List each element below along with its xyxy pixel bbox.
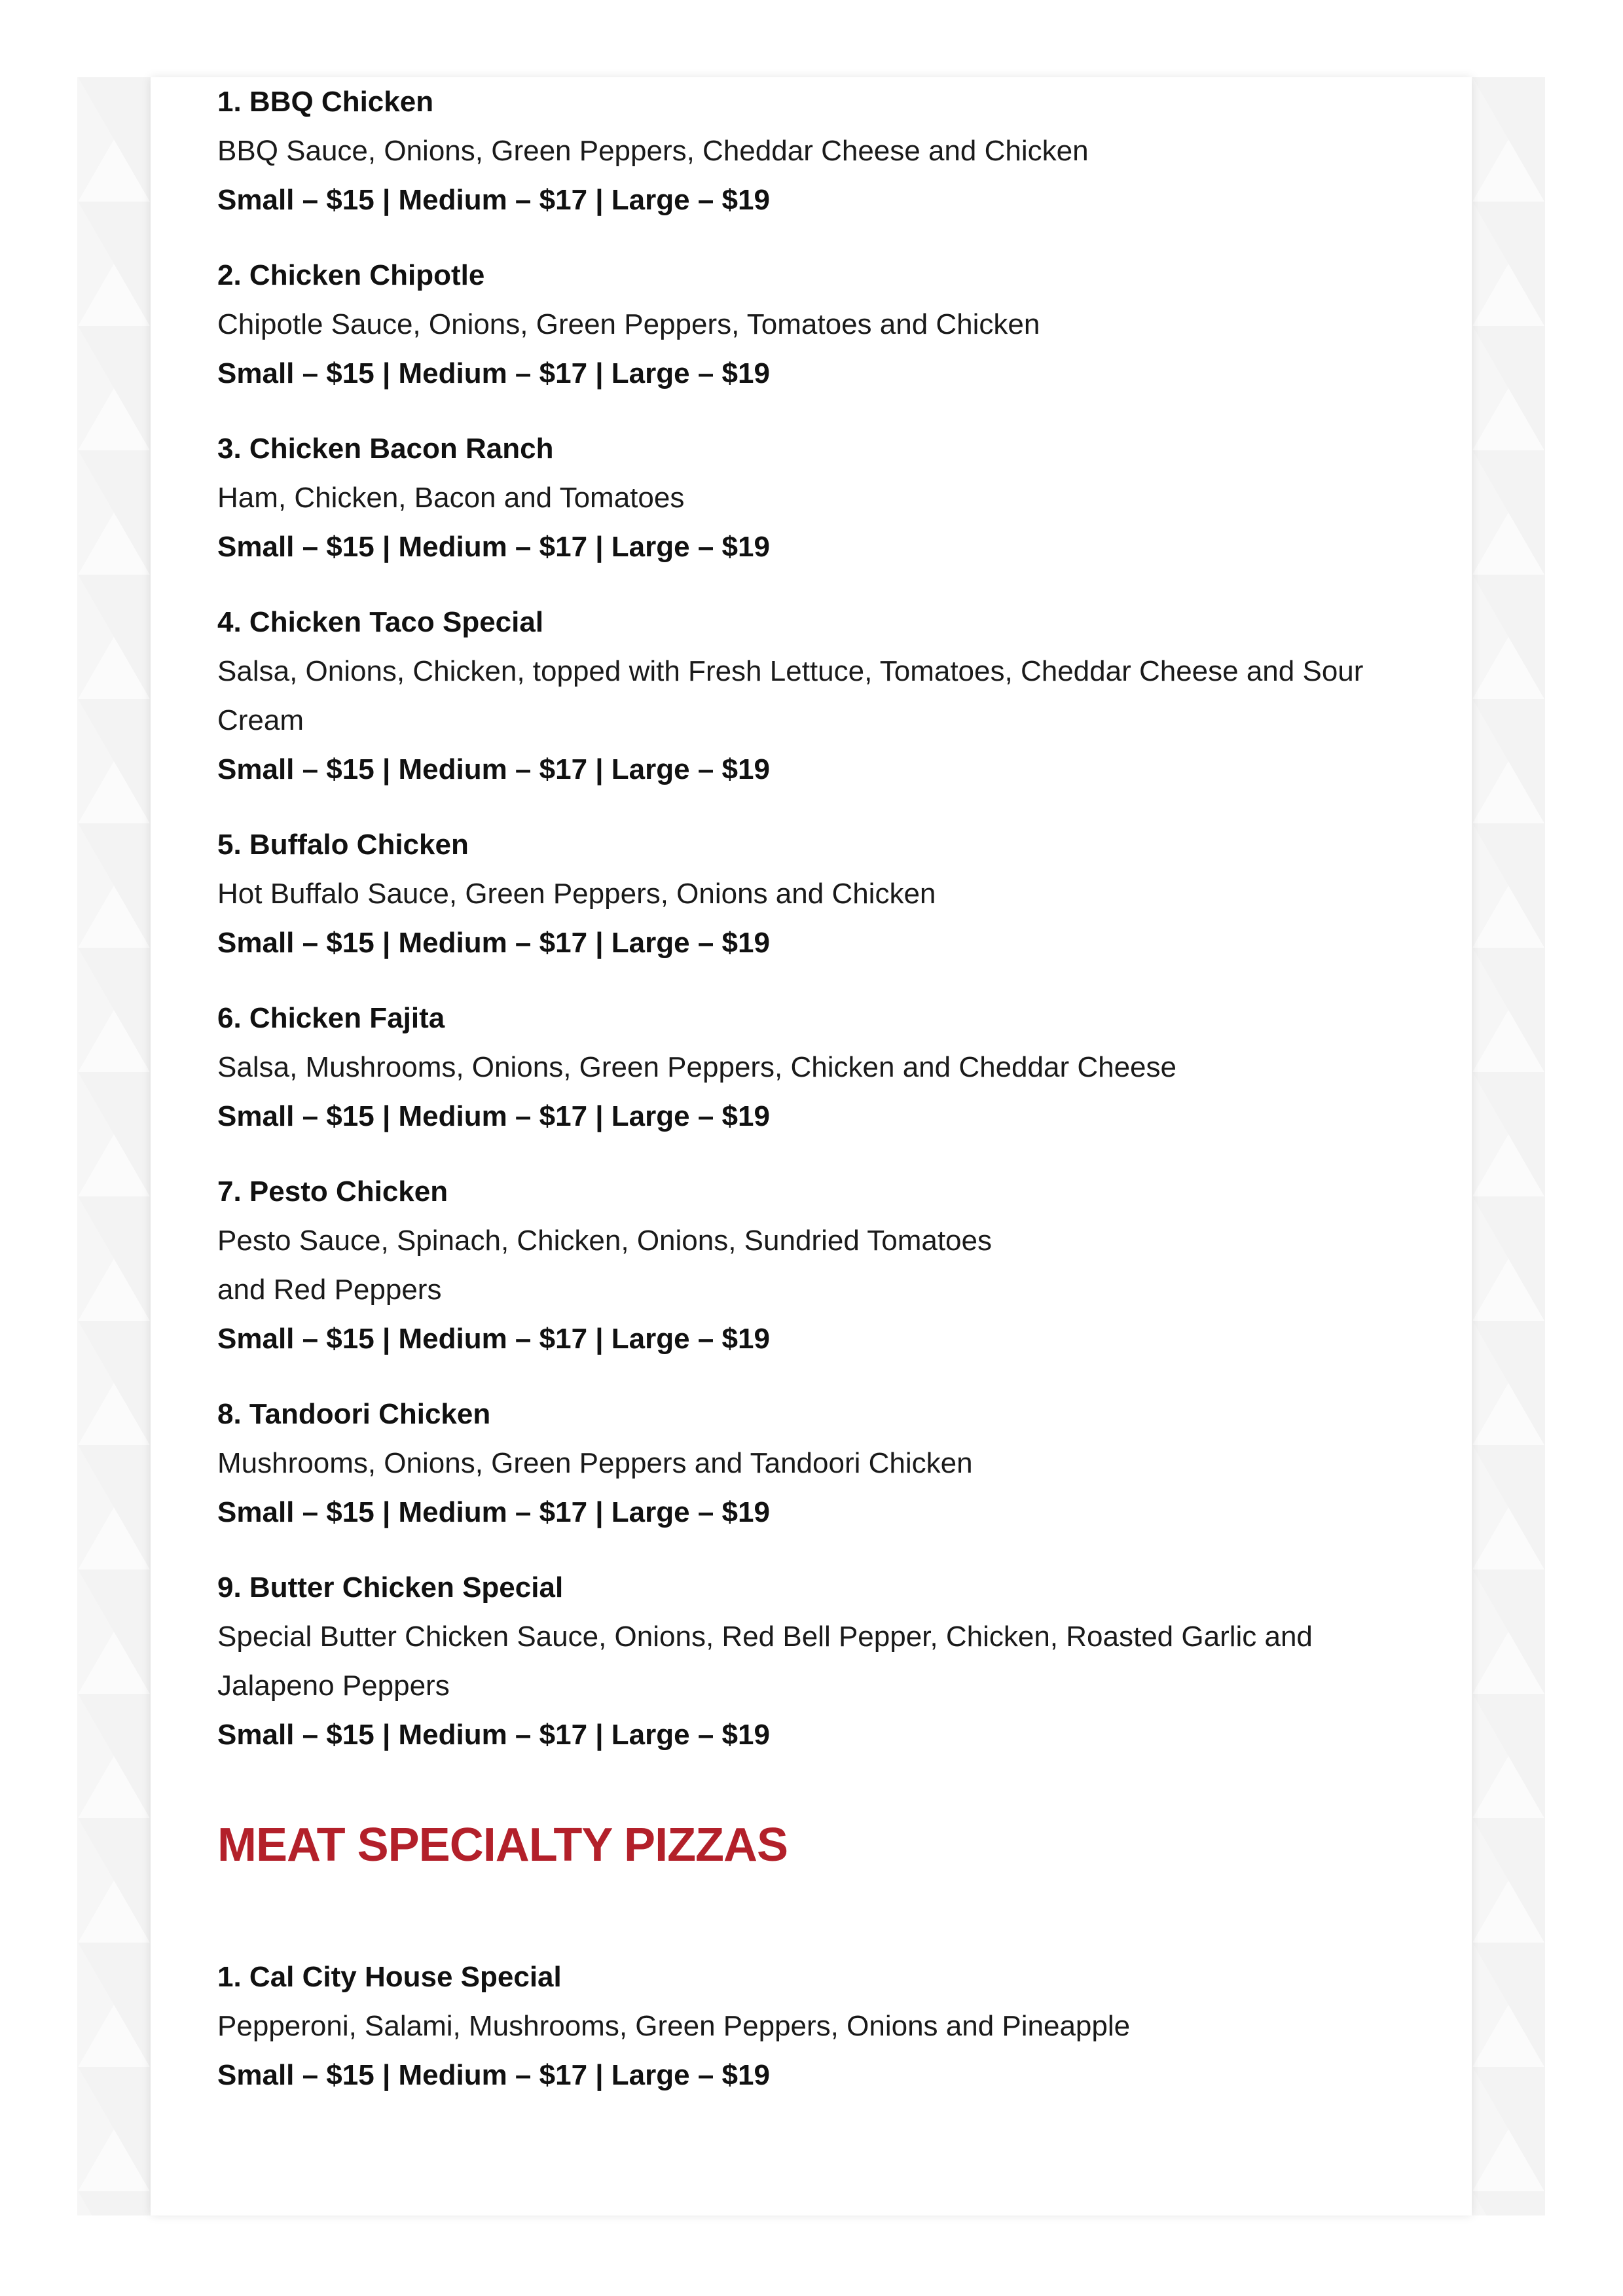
item-description: Salsa, Onions, Chicken, topped with Fresh Lettuce, Tomatoes, Cheddar Cheese and Sour Cream bbox=[217, 655, 1364, 736]
item-price: Small – $15 | Medium – $17 | Large – $19 bbox=[217, 1719, 770, 1751]
item-description: Salsa, Mushrooms, Onions, Green Peppers, Chicken and Cheddar Cheese bbox=[217, 1051, 1176, 1083]
item-title: 4. Chicken Taco Special bbox=[217, 606, 544, 638]
menu-item bbox=[217, 994, 1396, 1141]
item-description: Mushrooms, Onions, Green Peppers and Tandoori Chicken bbox=[217, 1447, 973, 1479]
item-price: Small – $15 | Medium – $17 | Large – $19 bbox=[217, 184, 770, 216]
item-description: Chipotle Sauce, Onions, Green Peppers, Tomatoes and Chicken bbox=[217, 308, 1040, 340]
item-title: 7. Pesto Chicken bbox=[217, 1175, 448, 1208]
item-title: 6. Chicken Fajita bbox=[217, 1002, 445, 1034]
item-price: Small – $15 | Medium – $17 | Large – $19 bbox=[217, 357, 770, 389]
item-description: Hot Buffalo Sauce, Green Peppers, Onions and Chicken bbox=[217, 878, 936, 910]
menu-item bbox=[217, 1390, 1396, 1537]
item-description: Ham, Chicken, Bacon and Tomatoes bbox=[217, 482, 685, 514]
item-title: 5. Buffalo Chicken bbox=[217, 829, 469, 861]
item-description: BBQ Sauce, Onions, Green Peppers, Cheddar Cheese and Chicken bbox=[217, 135, 1089, 167]
menu-content bbox=[217, 77, 1396, 2126]
item-title: 1. BBQ Chicken bbox=[217, 86, 434, 118]
menu-item bbox=[217, 77, 1396, 224]
item-description-continued: and Red Peppers bbox=[217, 1274, 442, 1306]
menu-item bbox=[217, 1167, 1396, 1363]
menu-page bbox=[151, 77, 1472, 2215]
item-title: 8. Tandoori Chicken bbox=[217, 1398, 491, 1430]
item-description: Pepperoni, Salami, Mushrooms, Green Peppers, Onions and Pineapple bbox=[217, 2010, 1131, 2042]
section-heading-meat-specialty: MEAT SPECIALTY PIZZAS bbox=[217, 1819, 788, 1871]
item-title: 1. Cal City House Special bbox=[217, 1961, 562, 1993]
item-title: 3. Chicken Bacon Ranch bbox=[217, 433, 554, 465]
background-pattern-left bbox=[77, 77, 151, 2215]
menu-item bbox=[217, 1952, 1396, 2100]
menu-item bbox=[217, 424, 1396, 571]
item-price: Small – $15 | Medium – $17 | Large – $19 bbox=[217, 1323, 770, 1355]
menu-item bbox=[217, 1563, 1396, 1759]
item-title: 2. Chicken Chipotle bbox=[217, 259, 485, 291]
item-price: Small – $15 | Medium – $17 | Large – $19 bbox=[217, 2059, 770, 2091]
item-price: Small – $15 | Medium – $17 | Large – $19 bbox=[217, 531, 770, 563]
item-description: Pesto Sauce, Spinach, Chicken, Onions, Sundried Tomatoes bbox=[217, 1225, 992, 1257]
menu-item bbox=[217, 251, 1396, 398]
meat-pizza-list bbox=[217, 1952, 1396, 2100]
chicken-pizza-list bbox=[217, 77, 1396, 1759]
menu-item bbox=[217, 820, 1396, 967]
item-price: Small – $15 | Medium – $17 | Large – $19 bbox=[217, 1100, 770, 1132]
item-price: Small – $15 | Medium – $17 | Large – $19 bbox=[217, 1496, 770, 1528]
menu-item bbox=[217, 598, 1396, 794]
item-title: 9. Butter Chicken Special bbox=[217, 1571, 564, 1604]
item-price: Small – $15 | Medium – $17 | Large – $19 bbox=[217, 927, 770, 959]
item-description: Special Butter Chicken Sauce, Onions, Red Bell Pepper, Chicken, Roasted Garlic and Jalapeno Peppers bbox=[217, 1621, 1313, 1702]
item-price: Small – $15 | Medium – $17 | Large – $19 bbox=[217, 753, 770, 785]
background-pattern-right bbox=[1472, 77, 1545, 2215]
